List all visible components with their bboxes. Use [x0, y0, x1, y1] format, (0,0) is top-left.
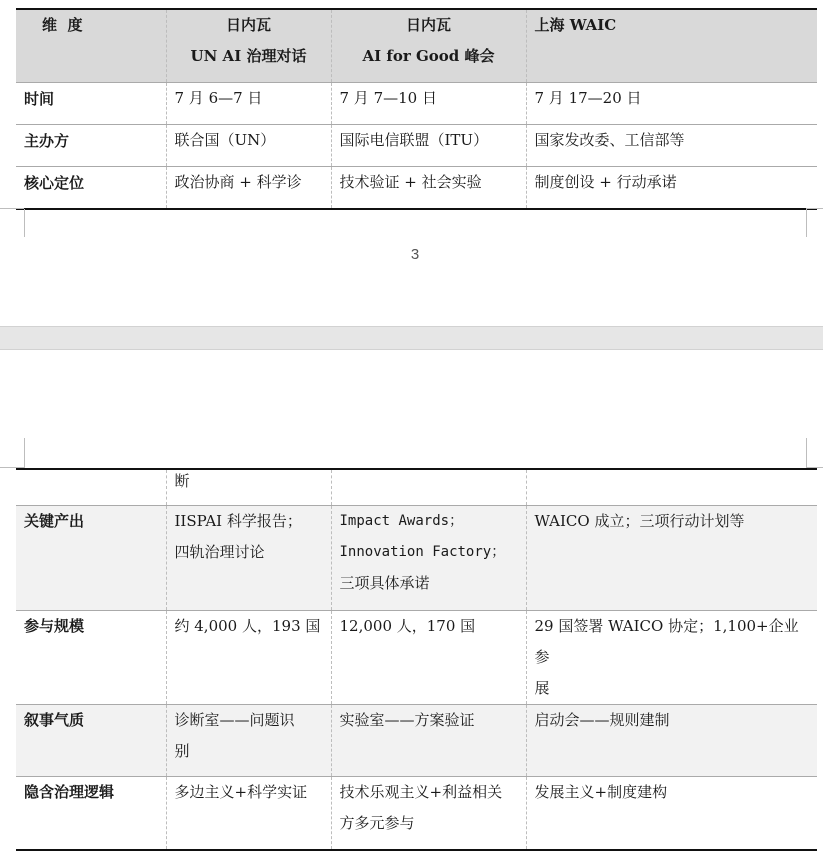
header-line: 上海 WAIC: [534, 16, 617, 34]
header-line: 维 度: [42, 16, 83, 34]
header-cell: [331, 9, 526, 83]
cell-line: 29 国签署 WAICO 协定；1,100+企业参: [534, 617, 799, 666]
row-label: 主办方: [16, 125, 166, 167]
crop-mark: [0, 208, 24, 209]
cell-line: 别: [174, 742, 190, 760]
row-label: 核心定位: [16, 167, 166, 210]
crop-mark: [806, 438, 807, 468]
cell-line: 展: [534, 679, 550, 697]
table-row: [16, 506, 817, 611]
crop-mark: [806, 209, 807, 237]
table-cell: [331, 506, 526, 611]
table-cell: [331, 611, 526, 705]
table-cell: [526, 469, 817, 506]
comparison-table-page2: [16, 468, 817, 851]
header-cell: [166, 9, 331, 83]
header-line: UN AI 治理对话: [190, 47, 307, 65]
header-cell: [16, 9, 166, 83]
row-label: [16, 469, 166, 506]
row-label: 参与规模: [16, 611, 166, 705]
table-cell: [526, 705, 817, 777]
cell-line: 发展主义+制度建构: [534, 783, 668, 801]
page-break-gap: [0, 326, 823, 350]
row-label: 关键产出: [16, 506, 166, 611]
table-header-row: [16, 9, 817, 83]
table-cell: 联合国（UN）: [166, 125, 331, 167]
comparison-table-page1: [16, 8, 817, 210]
table-cell: 国家发改委、工信部等: [526, 125, 817, 167]
cell-line: 实验室——方案验证: [339, 711, 475, 729]
table-row: [16, 83, 817, 125]
page-number: 3: [410, 246, 420, 263]
crop-mark: [806, 208, 823, 209]
crop-mark: [24, 438, 25, 468]
table-cell: 断: [166, 469, 331, 506]
table-cell: [331, 777, 526, 851]
table-row: [16, 777, 817, 851]
table-row: [16, 705, 817, 777]
cell-line: 四轨治理讨论: [174, 543, 265, 561]
header-cell: [526, 9, 817, 83]
table-cell: [526, 777, 817, 851]
table-cell: [166, 777, 331, 851]
cell-line: 约 4,000 人，193 国: [174, 617, 321, 635]
row-label: 隐含治理逻辑: [16, 777, 166, 851]
table-cell: 技术验证 + 社会实验: [331, 167, 526, 210]
header-line: 日内瓦: [225, 16, 271, 34]
table-cell: [331, 469, 526, 506]
table-cell: 国际电信联盟（ITU）: [331, 125, 526, 167]
table-cell: [166, 705, 331, 777]
table-cell: [526, 506, 817, 611]
cell-line: 技术乐观主义+利益相关: [339, 783, 503, 801]
cell-line: Impact Awards；: [339, 513, 464, 529]
table-cell: [166, 611, 331, 705]
cell-line: Innovation Factory；: [339, 544, 506, 560]
cell-line: 诊断室——问题识: [174, 711, 295, 729]
table-cell: 7 月 6—7 日: [166, 83, 331, 125]
row-label: 时间: [16, 83, 166, 125]
table-row: [16, 125, 817, 167]
table-cell: 7 月 17—20 日: [526, 83, 817, 125]
table-row: [16, 469, 817, 506]
row-label: 叙事气质: [16, 705, 166, 777]
table-cell: 7 月 7—10 日: [331, 83, 526, 125]
table-cell: [526, 611, 817, 705]
table-cell: [331, 705, 526, 777]
cell-line: 三项具体承诺: [339, 574, 430, 592]
cell-line: 方多元参与: [339, 814, 415, 832]
table-cell: 政治协商 + 科学诊: [166, 167, 331, 210]
crop-mark: [24, 209, 25, 237]
table-cell: [166, 506, 331, 611]
table-row: [16, 611, 817, 705]
cell-line: WAICO 成立；三项行动计划等: [534, 512, 745, 530]
cell-line: 启动会——规则建制: [534, 711, 670, 729]
table-row: [16, 167, 817, 210]
header-line: 日内瓦: [405, 16, 451, 34]
cell-line: 12,000 人，170 国: [339, 617, 476, 635]
table-cell: 制度创设 + 行动承诺: [526, 167, 817, 210]
cell-line: IISPAI 科学报告；: [174, 512, 302, 530]
cell-line: 多边主义+科学实证: [174, 783, 308, 801]
header-line: AI for Good 峰会: [362, 47, 495, 65]
